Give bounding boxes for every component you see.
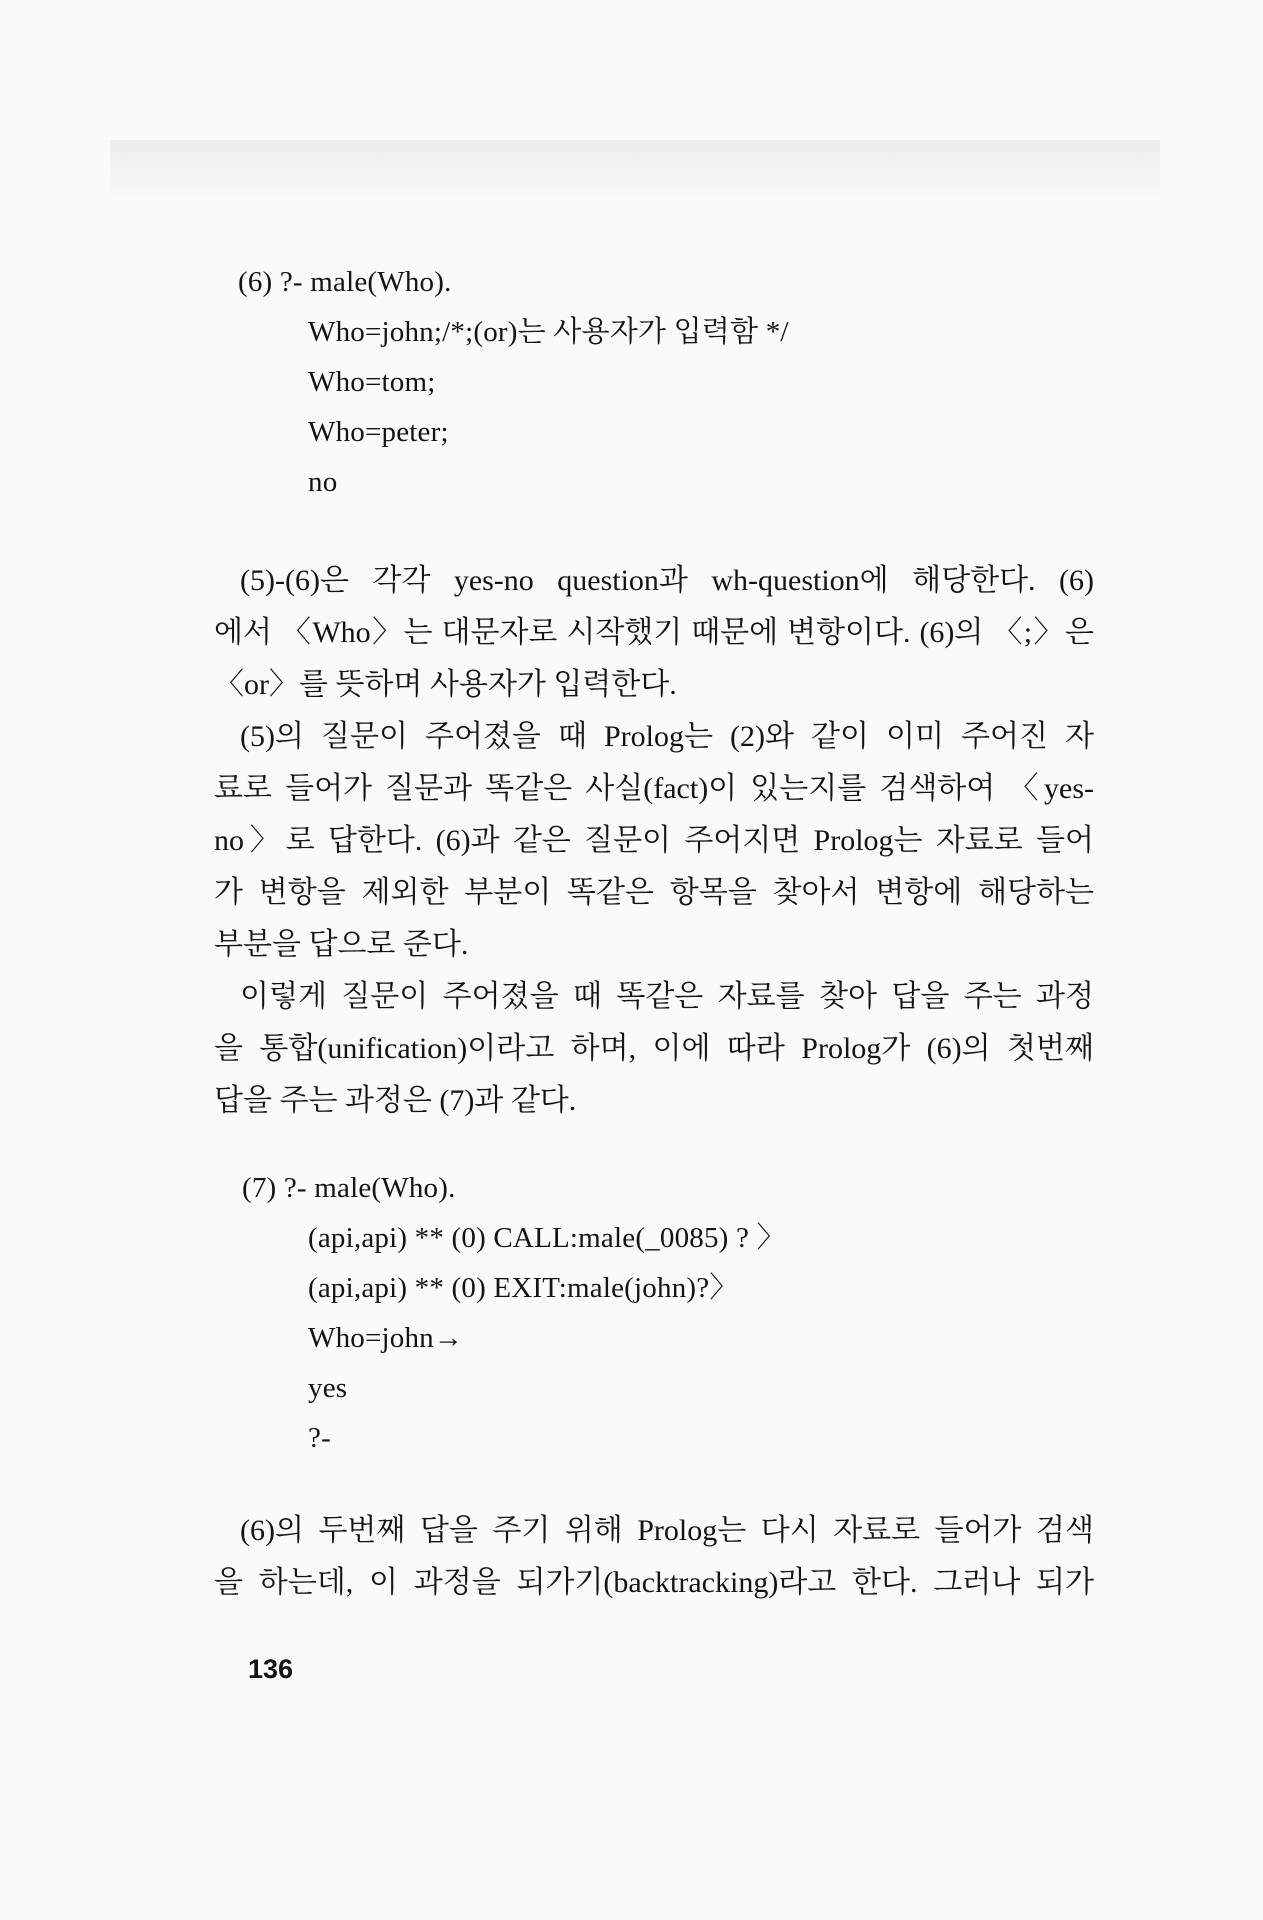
paragraph-2-line: (5)의 질문이 주어졌을 때 Prolog는 (2)와 같이 이미 주어진 자	[240, 720, 1094, 753]
scan-shadow	[110, 140, 1160, 200]
example-7-binding: Who=john→	[308, 1322, 464, 1354]
paragraph-4-line: 을 하는데, 이 과정을 되가기(backtracking)라고 한다. 그러나 되가	[214, 1566, 1094, 1599]
paragraph-1-line: 에서 〈Who〉는 대문자로 시작했기 때문에 변항이다. (6)의 〈;〉은	[214, 616, 1094, 649]
paragraph-1-line: 〈or〉를 뜻하며 사용자가 입력한다.	[214, 668, 677, 701]
paragraph-3-line: 답을 주는 과정은 (7)과 같다.	[214, 1084, 577, 1117]
paragraph-3-line: 이렇게 질문이 주어졌을 때 똑같은 자료를 찾아 답을 주는 과정	[240, 980, 1094, 1013]
example-7-trace-exit: (api,api) ** (0) EXIT:male(john)?〉	[308, 1272, 739, 1304]
example-6-answer-1: Who=john;/*;(or)는 사용자가 입력함 */	[308, 316, 789, 348]
paragraph-2-line: no〉로 답한다. (6)과 같은 질문이 주어지면 Prolog는 자료로 들어	[214, 824, 1094, 857]
paragraph-2-line: 료로 들어가 질문과 똑같은 사실(fact)이 있는지를 검색하여 〈yes-	[214, 772, 1094, 805]
example-7-prompt: ?-	[308, 1422, 331, 1454]
example-7-query: (7) ?- male(Who).	[242, 1172, 456, 1204]
example-6-answer-2: Who=tom;	[308, 366, 436, 398]
paragraph-2-line: 가 변항을 제외한 부분이 똑같은 항목을 찾아서 변항에 해당하는	[214, 876, 1094, 909]
example-6-query: (6) ?- male(Who).	[238, 266, 452, 298]
example-7-result: yes	[308, 1372, 348, 1404]
page-number: 136	[248, 1654, 294, 1684]
example-6-answer-3: Who=peter;	[308, 416, 449, 448]
example-7-trace-call: (api,api) ** (0) CALL:male(_0085) ? 〉	[308, 1222, 786, 1254]
example-6-answer-4: no	[308, 466, 338, 498]
paragraph-3-line: 을 통합(unification)이라고 하며, 이에 따라 Prolog가 (6)의 첫번째	[214, 1032, 1094, 1065]
paragraph-4-line: (6)의 두번째 답을 주기 위해 Prolog는 다시 자료로 들어가 검색	[240, 1514, 1094, 1547]
paragraph-1-line: (5)-(6)은 각각 yes-no question과 wh-question에 해당한다. (6)	[240, 564, 1094, 597]
paragraph-2-line: 부분을 답으로 준다.	[214, 928, 469, 961]
